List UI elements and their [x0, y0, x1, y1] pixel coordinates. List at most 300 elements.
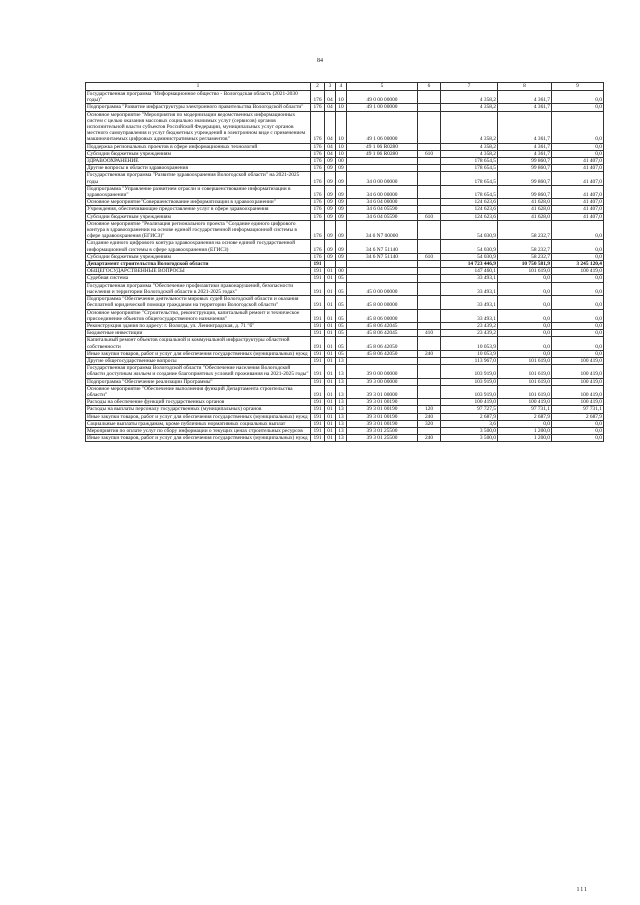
- table-row: [86, 91, 604, 104]
- row-expense-type: [418, 427, 441, 434]
- row-amount-2024: 0,0: [552, 91, 604, 104]
- row-amount-2024: 0,0: [552, 220, 604, 240]
- row-subsection-code: 09: [336, 185, 347, 198]
- row-section-code: 09: [325, 185, 336, 198]
- row-subsection-code: 13: [336, 399, 347, 406]
- row-subsection-code: 09: [336, 206, 347, 213]
- row-target-code: 39 3 01 00000: [347, 385, 418, 398]
- row-name: Иные закупки товаров, работ и услуг для обеспечения государственных (муниципальных) нужд: [86, 435, 311, 442]
- row-ministry-code: 191: [311, 420, 325, 427]
- row-expense-type: [418, 158, 441, 165]
- row-expense-type: [418, 220, 441, 240]
- row-name: Государственная программа "Информационное общество - Вологодская область (2021-2030 годы)": [86, 91, 311, 104]
- row-name: Основное мероприятие "Мероприятия по модернизации ведомственных информационных систем с целью оказания массовых социально значимых услуг (сервисов) органов исполнительной власти субъектов Российской Федерации, муниципальных услуг органов местного самоуправления и услуг бюджетных учреждений в электронном виде с применением машиночитаемых цифровых административных регламентов": [86, 111, 311, 143]
- row-expense-type: 320: [418, 420, 441, 427]
- row-ministry-code: 191: [311, 365, 325, 378]
- row-ministry-code: 191: [311, 275, 325, 282]
- row-target-code: 34 6 04 05590: [347, 206, 418, 213]
- row-target-code: 45 8 00 00000: [347, 296, 418, 309]
- row-section-code: 01: [325, 413, 336, 420]
- row-amount-2022: 10 053,9: [441, 337, 498, 350]
- row-amount-2022: 103 919,0: [441, 378, 498, 385]
- row-ministry-code: 176: [311, 150, 325, 157]
- row-amount-2022: 100 419,0: [441, 399, 498, 406]
- row-amount-2023: 0,0: [498, 337, 552, 350]
- table-row: [86, 309, 604, 322]
- row-amount-2022: 103 919,0: [441, 365, 498, 378]
- row-amount-2024: 41 407,0: [552, 165, 604, 172]
- row-expense-type: [418, 378, 441, 385]
- row-name: Государственная программа "Развитие здравоохранения Вологодской области" на 2021-2025 годы: [86, 172, 311, 185]
- budget-table: [85, 82, 604, 442]
- row-section-code: [325, 261, 336, 268]
- row-ministry-code: 191: [311, 406, 325, 413]
- row-expense-type: [418, 206, 441, 213]
- header-cell: 1: [86, 83, 311, 91]
- row-subsection-code: 13: [336, 378, 347, 385]
- row-amount-2022: 178 654,5: [441, 172, 498, 185]
- row-ministry-code: 176: [311, 165, 325, 172]
- row-amount-2024: 2 687,9: [552, 413, 604, 420]
- row-amount-2023: 41 628,0: [498, 199, 552, 206]
- row-name: Капитальный ремонт объектов социальной и коммунальной инфраструктуры областной собственности: [86, 337, 311, 350]
- row-subsection-code: 10: [336, 104, 347, 111]
- row-subsection-code: 05: [336, 309, 347, 322]
- row-ministry-code: 191: [311, 322, 325, 329]
- row-target-code: 49 0 00 00000: [347, 91, 418, 104]
- row-amount-2024: 0,0: [552, 143, 604, 150]
- row-ministry-code: 176: [311, 240, 325, 253]
- table-row: [86, 378, 604, 385]
- row-ministry-code: 176: [311, 143, 325, 150]
- row-subsection-code: 13: [336, 406, 347, 413]
- row-name: Расходы на обеспечение функций государственных органов: [86, 399, 311, 406]
- row-ministry-code: 191: [311, 261, 325, 268]
- row-name: Расходы на выплаты персоналу государственных (муниципальных) органов: [86, 406, 311, 413]
- row-amount-2023: 41 628,0: [498, 213, 552, 220]
- row-subsection-code: 13: [336, 357, 347, 364]
- row-ministry-code: 176: [311, 91, 325, 104]
- row-amount-2023: 1 200,0: [498, 427, 552, 434]
- row-expense-type: [418, 111, 441, 143]
- row-target-code: 34 6 00 00000: [347, 185, 418, 198]
- row-ministry-code: 191: [311, 427, 325, 434]
- table-header-row: [86, 83, 604, 91]
- row-name: Департамент строительства Вологодской области: [86, 261, 311, 268]
- row-ministry-code: 176: [311, 213, 325, 220]
- row-amount-2024: 0,0: [552, 275, 604, 282]
- row-subsection-code: 05: [336, 337, 347, 350]
- row-target-code: 45 0 00 00000: [347, 282, 418, 295]
- row-target-code: 39 3 01 25500: [347, 435, 418, 442]
- row-section-code: 01: [325, 385, 336, 398]
- row-target-code: 45 8 06 42045: [347, 330, 418, 337]
- row-amount-2023: 4 361,7: [498, 150, 552, 157]
- row-target-code: [347, 357, 418, 364]
- row-amount-2022: 178 654,5: [441, 158, 498, 165]
- row-name: Иные закупки товаров, работ и услуг для обеспечения государственных (муниципальных) нужд: [86, 350, 311, 357]
- row-amount-2024: 100 419,0: [552, 399, 604, 406]
- row-subsection-code: 05: [336, 350, 347, 357]
- row-ministry-code: 176: [311, 158, 325, 165]
- row-amount-2022: 4 358,2: [441, 111, 498, 143]
- header-cell: 7: [441, 83, 498, 91]
- row-target-code: [347, 268, 418, 275]
- row-amount-2022: 33 493,1: [441, 309, 498, 322]
- row-target-code: 45 8 06 42050: [347, 337, 418, 350]
- row-amount-2023: 0,0: [498, 350, 552, 357]
- row-amount-2024: 0,0: [552, 253, 604, 260]
- row-amount-2024: 97 731,1: [552, 406, 604, 413]
- row-amount-2023: 101 619,0: [498, 385, 552, 398]
- row-ministry-code: 191: [311, 296, 325, 309]
- row-amount-2022: 33 493,1: [441, 275, 498, 282]
- row-expense-type: [418, 261, 441, 268]
- row-ministry-code: 191: [311, 330, 325, 337]
- row-expense-type: [418, 365, 441, 378]
- table-row: [86, 158, 604, 165]
- row-target-code: 39 3 00 00000: [347, 378, 418, 385]
- footer-number: 111: [576, 887, 588, 893]
- row-amount-2024: 0,0: [552, 111, 604, 143]
- row-section-code: 01: [325, 435, 336, 442]
- row-amount-2024: 100 419,0: [552, 378, 604, 385]
- row-amount-2024: 0,0: [552, 309, 604, 322]
- row-expense-type: [418, 165, 441, 172]
- row-amount-2023: 0,0: [498, 282, 552, 295]
- row-amount-2023: 0,0: [498, 309, 552, 322]
- row-expense-type: [418, 385, 441, 398]
- row-amount-2023: 101 619,0: [498, 378, 552, 385]
- row-name: Другие общегосударственные вопросы: [86, 357, 311, 364]
- row-name: Основное мероприятие "Обеспечение выполнения функций Департамента строительства области": [86, 385, 311, 398]
- row-subsection-code: 09: [336, 253, 347, 260]
- row-subsection-code: 13: [336, 385, 347, 398]
- table-row: [86, 172, 604, 185]
- row-section-code: 01: [325, 282, 336, 295]
- row-subsection-code: 10: [336, 150, 347, 157]
- row-ministry-code: 176: [311, 111, 325, 143]
- row-amount-2023: 1 200,0: [498, 435, 552, 442]
- row-target-code: [347, 158, 418, 165]
- row-name: Судебная система: [86, 275, 311, 282]
- table-row: [86, 253, 604, 260]
- row-ministry-code: 176: [311, 206, 325, 213]
- row-section-code: 01: [325, 268, 336, 275]
- row-expense-type: 410: [418, 330, 441, 337]
- row-amount-2023: 58 232,7: [498, 240, 552, 253]
- row-subsection-code: [336, 261, 347, 268]
- row-expense-type: [418, 143, 441, 150]
- row-target-code: 39 3 01 00190: [347, 399, 418, 406]
- row-subsection-code: 10: [336, 111, 347, 143]
- row-target-code: [347, 275, 418, 282]
- row-amount-2022: 124 623,6: [441, 206, 498, 213]
- row-subsection-code: 09: [336, 165, 347, 172]
- row-ministry-code: 176: [311, 253, 325, 260]
- row-name: Подпрограмма "Развитие инфраструктуры электронного правительства Вологодской области": [86, 104, 311, 111]
- header-cell: 8: [498, 83, 552, 91]
- row-expense-type: [418, 172, 441, 185]
- row-section-code: 01: [325, 337, 336, 350]
- row-section-code: 01: [325, 406, 336, 413]
- table-row: [86, 420, 604, 427]
- row-amount-2023: 99 860,7: [498, 185, 552, 198]
- row-section-code: 01: [325, 399, 336, 406]
- row-amount-2024: 0,0: [552, 350, 604, 357]
- table-row: [86, 296, 604, 309]
- row-ministry-code: 191: [311, 282, 325, 295]
- header-cell: 5: [347, 83, 418, 91]
- row-name: Бюджетные инвестиции: [86, 330, 311, 337]
- table-row: [86, 199, 604, 206]
- row-expense-type: [418, 185, 441, 198]
- table-row: [86, 427, 604, 434]
- row-section-code: 09: [325, 158, 336, 165]
- row-target-code: 34 6 04 00000: [347, 199, 418, 206]
- table-row: [86, 240, 604, 253]
- row-target-code: 34 6 N7 00000: [347, 220, 418, 240]
- row-section-code: 09: [325, 199, 336, 206]
- table-row: [86, 150, 604, 157]
- row-amount-2022: 23 439,2: [441, 322, 498, 329]
- row-expense-type: [418, 296, 441, 309]
- row-amount-2022: 2 687,9: [441, 413, 498, 420]
- row-name: Создание единого цифрового контура здравоохранения на основе единой государственной информационной системы в сфере здравоохранения (ЕГИСЗ): [86, 240, 311, 253]
- row-target-code: 45 8 06 42045: [347, 322, 418, 329]
- row-section-code: 04: [325, 91, 336, 104]
- table-row: [86, 350, 604, 357]
- row-name: Основное мероприятие"Совершенствование информатизации в здравоохранении": [86, 199, 311, 206]
- row-amount-2022: 4 358,2: [441, 143, 498, 150]
- row-section-code: 01: [325, 357, 336, 364]
- row-amount-2022: 54 030,9: [441, 240, 498, 253]
- row-amount-2022: 124 623,6: [441, 199, 498, 206]
- table-row: [86, 165, 604, 172]
- row-ministry-code: 191: [311, 378, 325, 385]
- row-amount-2024: 0,0: [552, 337, 604, 350]
- row-expense-type: [418, 240, 441, 253]
- row-section-code: 09: [325, 253, 336, 260]
- row-amount-2023: 0,0: [498, 322, 552, 329]
- row-amount-2022: 4 358,2: [441, 104, 498, 111]
- table-row: [86, 185, 604, 198]
- row-expense-type: [418, 282, 441, 295]
- table-row: [86, 220, 604, 240]
- row-expense-type: [418, 91, 441, 104]
- row-amount-2024: 0,0: [552, 240, 604, 253]
- row-name: Подпрограмма "Обеспечение деятельности мировых судей Вологодской области и оказания бесплатной юридической помощи гражданам на территории Вологодской области": [86, 296, 311, 309]
- row-section-code: 04: [325, 104, 336, 111]
- row-name: Субсидии бюджетным учреждениям: [86, 150, 311, 157]
- row-expense-type: 240: [418, 350, 441, 357]
- row-target-code: 39 3 01 00190: [347, 420, 418, 427]
- row-name: ЗДРАВООХРАНЕНИЕ: [86, 158, 311, 165]
- row-name: Мероприятия по оплате услуг по сбору информации о текущих ценах строительных ресурсов: [86, 427, 311, 434]
- table-row: [86, 282, 604, 295]
- row-subsection-code: 10: [336, 91, 347, 104]
- row-section-code: 01: [325, 309, 336, 322]
- row-expense-type: [418, 104, 441, 111]
- row-amount-2024: 41 407,0: [552, 199, 604, 206]
- row-amount-2023: 100 419,0: [498, 399, 552, 406]
- row-section-code: 01: [325, 365, 336, 378]
- row-name: Государственная программа Вологодской области "Обеспечение населения Вологодской области доступным жильем и создание благоприятных условий проживания на 2021-2025 годы": [87, 365, 309, 378]
- row-amount-2024: 0,0: [552, 150, 604, 157]
- row-subsection-code: 09: [336, 172, 347, 185]
- row-target-code: 45 8 06 00000: [347, 309, 418, 322]
- row-section-code: 01: [325, 296, 336, 309]
- row-expense-type: 610: [418, 150, 441, 157]
- row-target-code: 39 3 01 25500: [347, 427, 418, 434]
- row-ministry-code: 191: [311, 357, 325, 364]
- row-amount-2022: 97 727,5: [441, 406, 498, 413]
- row-subsection-code: 13: [336, 365, 347, 378]
- table-row: [86, 268, 604, 275]
- table-row: [86, 213, 604, 220]
- row-section-code: 04: [325, 111, 336, 143]
- row-target-code: 49 1 06 R0280: [347, 143, 418, 150]
- row-subsection-code: 10: [336, 143, 347, 150]
- row-amount-2022: 3 500,0: [441, 435, 498, 442]
- row-amount-2023: 41 628,0: [498, 206, 552, 213]
- row-amount-2022: 10 053,9: [441, 350, 498, 357]
- table-row: [86, 322, 604, 329]
- row-section-code: 01: [325, 322, 336, 329]
- row-amount-2023: 4 361,7: [498, 111, 552, 143]
- row-amount-2023: 10 750 581,9: [498, 261, 552, 268]
- table-row: [86, 143, 604, 150]
- row-ministry-code: 191: [311, 309, 325, 322]
- row-target-code: 49 1 06 R0280: [347, 150, 418, 157]
- row-name: ОБЩЕГОСУДАРСТВЕННЫЕ ВОПРОСЫ: [86, 268, 311, 275]
- header-cell: 6: [418, 83, 441, 91]
- page-number: 84: [317, 58, 323, 64]
- table-row: [86, 385, 604, 398]
- row-ministry-code: 176: [311, 104, 325, 111]
- row-amount-2022: 54 030,9: [441, 220, 498, 240]
- table-row: [86, 337, 604, 350]
- table-row: [86, 406, 604, 413]
- row-amount-2022: 33 493,1: [441, 296, 498, 309]
- row-amount-2024: 100 419,0: [552, 357, 604, 364]
- row-amount-2023: 0,0: [498, 275, 552, 282]
- row-amount-2022: 4 358,2: [441, 150, 498, 157]
- row-subsection-code: 00: [336, 268, 347, 275]
- row-amount-2022: 124 623,6: [441, 213, 498, 220]
- header-cell: 3: [325, 83, 336, 91]
- row-amount-2024: 41 407,0: [552, 158, 604, 165]
- row-ministry-code: 176: [311, 185, 325, 198]
- row-expense-type: 240: [418, 413, 441, 420]
- table-row: [86, 357, 604, 364]
- row-amount-2024: 0,0: [552, 427, 604, 434]
- table-row: [86, 330, 604, 337]
- row-amount-2024: 100 419,0: [552, 268, 604, 275]
- row-amount-2024: 41 407,0: [552, 206, 604, 213]
- row-amount-2024: 100 419,0: [552, 365, 604, 378]
- row-subsection-code: 09: [336, 220, 347, 240]
- row-ministry-code: 191: [311, 413, 325, 420]
- row-name: Подпрограмма "Обеспечение реализации Программы": [86, 378, 311, 385]
- row-target-code: 34 0 00 00000: [347, 172, 418, 185]
- row-amount-2022: 3 500,0: [441, 427, 498, 434]
- row-subsection-code: 13: [336, 420, 347, 427]
- row-expense-type: 120: [418, 406, 441, 413]
- row-amount-2023: 101 619,0: [498, 365, 552, 378]
- row-subsection-code: 05: [336, 282, 347, 295]
- row-expense-type: [418, 399, 441, 406]
- row-ministry-code: 191: [311, 435, 325, 442]
- row-amount-2022: 23 439,2: [441, 330, 498, 337]
- row-amount-2023: 0,0: [498, 296, 552, 309]
- row-ministry-code: 191: [311, 399, 325, 406]
- table-row: [86, 104, 604, 111]
- row-expense-type: [418, 337, 441, 350]
- row-amount-2023: 97 731,1: [498, 406, 552, 413]
- row-amount-2023: 0,0: [498, 330, 552, 337]
- row-target-code: 39 3 01 00190: [347, 413, 418, 420]
- row-amount-2023: 58 232,7: [498, 253, 552, 260]
- row-expense-type: [418, 268, 441, 275]
- row-amount-2022: 33 493,1: [441, 282, 498, 295]
- row-ministry-code: 176: [311, 199, 325, 206]
- row-section-code: 09: [325, 213, 336, 220]
- row-expense-type: [418, 275, 441, 282]
- row-amount-2022: 178 654,5: [441, 185, 498, 198]
- row-amount-2024: 0,0: [552, 282, 604, 295]
- row-ministry-code: 191: [311, 337, 325, 350]
- row-amount-2024: 41 407,0: [552, 172, 604, 185]
- row-name: Субсидии бюджетным учреждениям: [86, 213, 311, 220]
- row-amount-2022: 3,6: [441, 420, 498, 427]
- row-ministry-code: 191: [311, 268, 325, 275]
- row-amount-2022: 103 919,0: [441, 385, 498, 398]
- table-row: [86, 399, 604, 406]
- row-amount-2022: 54 030,9: [441, 253, 498, 260]
- row-target-code: [347, 261, 418, 268]
- table-row: [86, 261, 604, 268]
- row-amount-2023: 2 687,9: [498, 413, 552, 420]
- row-subsection-code: 09: [336, 199, 347, 206]
- row-subsection-code: 13: [336, 427, 347, 434]
- header-cell: 2: [311, 83, 325, 91]
- row-target-code: 34 6 N7 51140: [347, 240, 418, 253]
- row-amount-2022: 4 358,2: [441, 91, 498, 104]
- row-amount-2023: 4 361,7: [498, 91, 552, 104]
- row-section-code: 09: [325, 165, 336, 172]
- row-amount-2023: 58 232,7: [498, 220, 552, 240]
- row-name: Иные закупки товаров, работ и услуг для обеспечения государственных (муниципальных) нужд: [86, 413, 311, 420]
- row-section-code: 01: [325, 330, 336, 337]
- row-ministry-code: 176: [311, 172, 325, 185]
- row-amount-2023: 99 860,7: [498, 165, 552, 172]
- row-name: Реконструкция здания по адресу: г. Вологда, ул. Ленинградская, д. 71 "б": [86, 322, 311, 329]
- table-row: [86, 111, 604, 143]
- row-section-code: 01: [325, 420, 336, 427]
- row-amount-2023: 4 361,7: [498, 104, 552, 111]
- row-amount-2024: 0,0: [552, 330, 604, 337]
- table-row: [86, 365, 604, 378]
- row-name: Социальные выплаты гражданам, кроме публичных нормативных социальных выплат: [86, 420, 311, 427]
- row-subsection-code: 13: [336, 435, 347, 442]
- row-amount-2022: 113 967,0: [441, 357, 498, 364]
- row-amount-2023: 99 860,7: [498, 172, 552, 185]
- row-ministry-code: 176: [311, 220, 325, 240]
- table-row: [86, 275, 604, 282]
- header-cell: 9: [552, 83, 604, 91]
- row-amount-2022: 178 654,5: [441, 165, 498, 172]
